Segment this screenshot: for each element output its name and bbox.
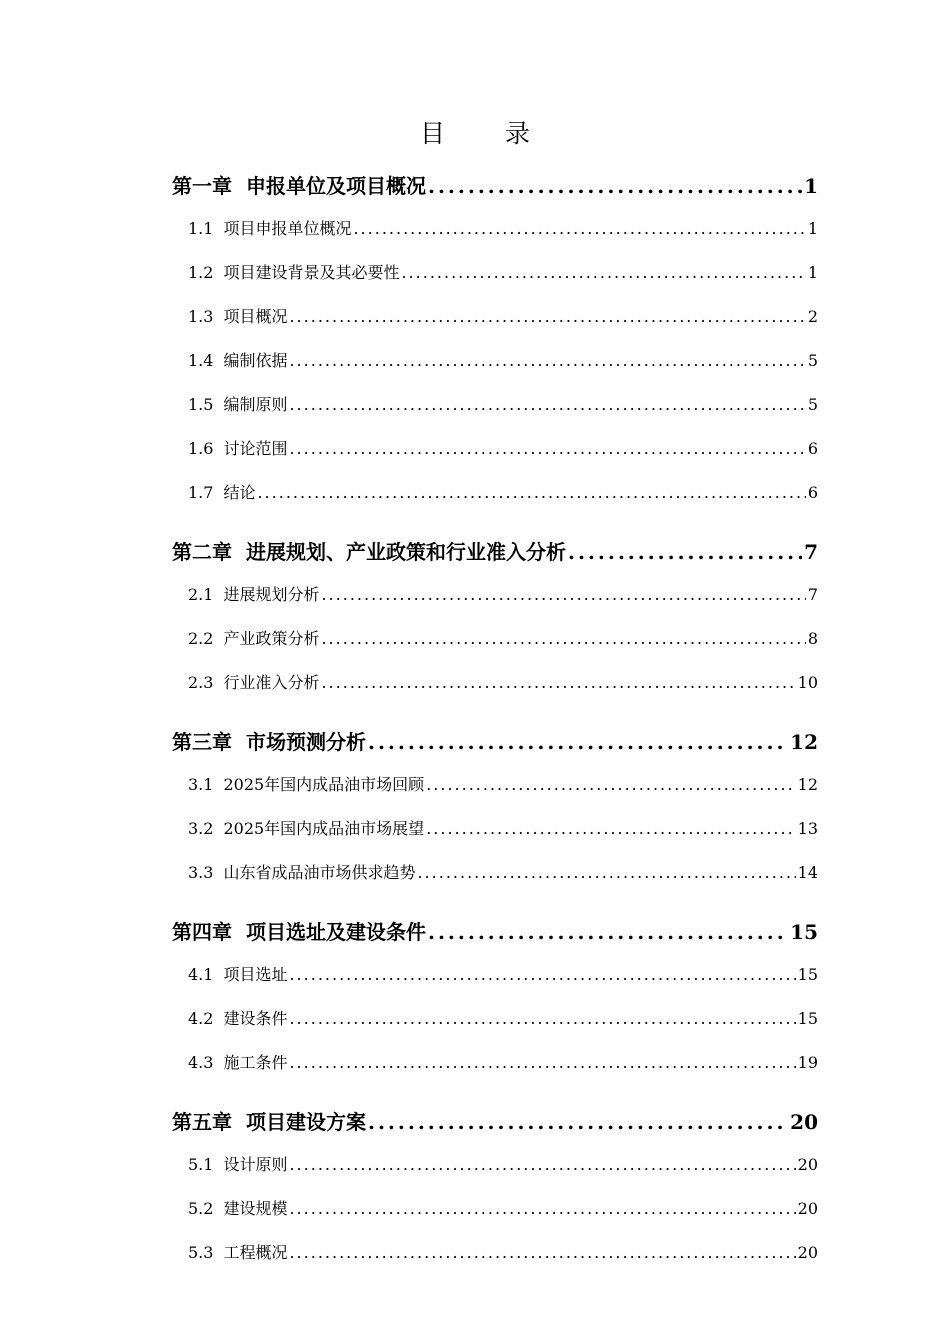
entry-page-number: 7 <box>804 540 818 564</box>
dot-leader <box>289 1199 795 1218</box>
toc-section-entry[interactable] <box>188 392 818 414</box>
entry-title: 设计原则 <box>223 1155 288 1174</box>
entry-page-number: 15 <box>797 1009 818 1028</box>
toc-section-entry[interactable] <box>188 216 818 238</box>
entry-number: 4.3 <box>188 1053 214 1072</box>
entry-number: 1.3 <box>188 307 214 326</box>
toc-section-entry[interactable] <box>188 860 818 882</box>
entry-page-number: 20 <box>790 1110 818 1134</box>
entry-title: 项目申报单位概况 <box>223 219 352 238</box>
entry-number: 2.3 <box>188 673 214 692</box>
entry-title: 进展规划分析 <box>223 585 320 604</box>
entry-page-number: 15 <box>790 920 818 944</box>
toc-chapter-entry[interactable] <box>172 726 818 752</box>
toc-section-entry[interactable] <box>188 1006 818 1028</box>
entry-page-number: 12 <box>797 775 818 794</box>
toc-section-entry[interactable] <box>188 1240 818 1262</box>
entry-number: 4.1 <box>188 965 214 984</box>
entry-title: 编制原则 <box>223 395 288 414</box>
entry-title: 工程概况 <box>223 1243 288 1262</box>
entry-page-number: 15 <box>797 965 818 984</box>
dot-leader <box>289 1053 795 1072</box>
entry-page-number: 12 <box>790 730 818 754</box>
entry-title: 编制依据 <box>223 351 288 370</box>
dot-leader <box>257 483 805 502</box>
toc-section-entry[interactable] <box>188 582 818 604</box>
dot-leader <box>321 673 795 692</box>
entry-page-number: 20 <box>797 1243 818 1262</box>
dot-leader <box>289 395 805 414</box>
entry-number: 1.5 <box>188 395 214 414</box>
toc-section-entry[interactable] <box>188 772 818 794</box>
toc-section-entry[interactable] <box>188 670 818 692</box>
entry-number: 4.2 <box>188 1009 214 1028</box>
entry-title: 施工条件 <box>223 1053 288 1072</box>
toc-section-entry[interactable] <box>188 816 818 838</box>
entry-number: 5.2 <box>188 1199 214 1218</box>
entry-page-number: 10 <box>797 673 818 692</box>
dot-leader <box>289 1155 795 1174</box>
entry-number: 3.1 <box>188 775 214 794</box>
toc-section-entry[interactable] <box>188 1050 818 1072</box>
entry-page-number: 6 <box>807 439 818 458</box>
toc-section-entry[interactable] <box>188 1196 818 1218</box>
dot-leader <box>428 174 802 198</box>
entry-number: 第一章 <box>172 174 232 198</box>
dot-leader <box>368 1110 788 1134</box>
entry-title: 项目建设方案 <box>246 1110 366 1134</box>
toc-section-entry[interactable] <box>188 962 818 984</box>
entry-page-number: 14 <box>797 863 818 882</box>
entry-title: 讨论范围 <box>223 439 288 458</box>
entry-title: 项目概况 <box>223 307 288 326</box>
entry-number: 3.2 <box>188 819 214 838</box>
toc-chapter-entry[interactable] <box>172 1106 818 1132</box>
entry-title: 2025年国内成品油市场展望 <box>223 819 425 838</box>
dot-leader <box>289 307 805 326</box>
entry-page-number: 20 <box>797 1155 818 1174</box>
entry-title: 项目选址 <box>223 965 288 984</box>
entry-number: 1.4 <box>188 351 214 370</box>
entry-page-number: 2 <box>807 307 818 326</box>
entry-title: 项目建设背景及其必要性 <box>223 263 400 282</box>
entry-page-number: 5 <box>807 351 818 370</box>
dot-leader <box>568 540 802 564</box>
toc-section-entry[interactable] <box>188 436 818 458</box>
entry-number: 1.2 <box>188 263 214 282</box>
entry-number: 第三章 <box>172 730 232 754</box>
entry-number: 2.2 <box>188 629 214 648</box>
entry-page-number: 1 <box>807 219 818 238</box>
entry-page-number: 8 <box>807 629 818 648</box>
dot-leader <box>417 863 795 882</box>
dot-leader <box>289 965 795 984</box>
entry-page-number: 1 <box>807 263 818 282</box>
entry-title: 结论 <box>223 483 256 502</box>
dot-leader <box>289 439 805 458</box>
entry-number: 1.7 <box>188 483 214 502</box>
entry-page-number: 1 <box>804 174 818 198</box>
dot-leader <box>428 920 788 944</box>
entry-number: 1.6 <box>188 439 214 458</box>
toc-section-entry[interactable] <box>188 480 818 502</box>
entry-page-number: 7 <box>807 585 818 604</box>
entry-title: 项目选址及建设条件 <box>246 920 426 944</box>
toc-section-entry[interactable] <box>188 626 818 648</box>
entry-title: 2025年国内成品油市场回顾 <box>223 775 425 794</box>
entry-number: 5.3 <box>188 1243 214 1262</box>
entry-page-number: 5 <box>807 395 818 414</box>
dot-leader <box>426 819 795 838</box>
entry-number: 3.3 <box>188 863 214 882</box>
toc-section-entry[interactable] <box>188 260 818 282</box>
entry-title: 产业政策分析 <box>223 629 320 648</box>
dot-leader <box>426 775 795 794</box>
entry-title: 山东省成品油市场供求趋势 <box>223 863 416 882</box>
entry-page-number: 13 <box>797 819 818 838</box>
entry-title: 建设条件 <box>223 1009 288 1028</box>
entry-number: 5.1 <box>188 1155 214 1174</box>
entry-number: 1.1 <box>188 219 214 238</box>
toc-chapter-entry[interactable] <box>172 170 818 196</box>
entry-number: 第五章 <box>172 1110 232 1134</box>
entry-title: 行业准入分析 <box>223 673 320 692</box>
toc-section-entry[interactable] <box>188 348 818 370</box>
toc-title: 目 录 <box>420 119 556 148</box>
entry-number: 第四章 <box>172 920 232 944</box>
entry-title: 进展规划、产业政策和行业准入分析 <box>246 540 566 564</box>
entry-number: 2.1 <box>188 585 214 604</box>
dot-leader <box>321 585 805 604</box>
toc-section-entry[interactable] <box>188 1152 818 1174</box>
toc-chapter-entry[interactable] <box>172 536 818 562</box>
entry-page-number: 20 <box>797 1199 818 1218</box>
dot-leader <box>289 351 805 370</box>
dot-leader <box>368 730 788 754</box>
dot-leader <box>289 1243 795 1262</box>
entry-page-number: 6 <box>807 483 818 502</box>
dot-leader <box>353 219 805 238</box>
toc-section-entry[interactable] <box>188 304 818 326</box>
entry-title: 建设规模 <box>223 1199 288 1218</box>
entry-page-number: 19 <box>797 1053 818 1072</box>
entry-title: 市场预测分析 <box>246 730 366 754</box>
entry-number: 第二章 <box>172 540 232 564</box>
dot-leader <box>401 263 805 282</box>
toc-chapter-entry[interactable] <box>172 916 818 942</box>
entry-title: 申报单位及项目概况 <box>246 174 426 198</box>
dot-leader <box>289 1009 795 1028</box>
dot-leader <box>321 629 805 648</box>
